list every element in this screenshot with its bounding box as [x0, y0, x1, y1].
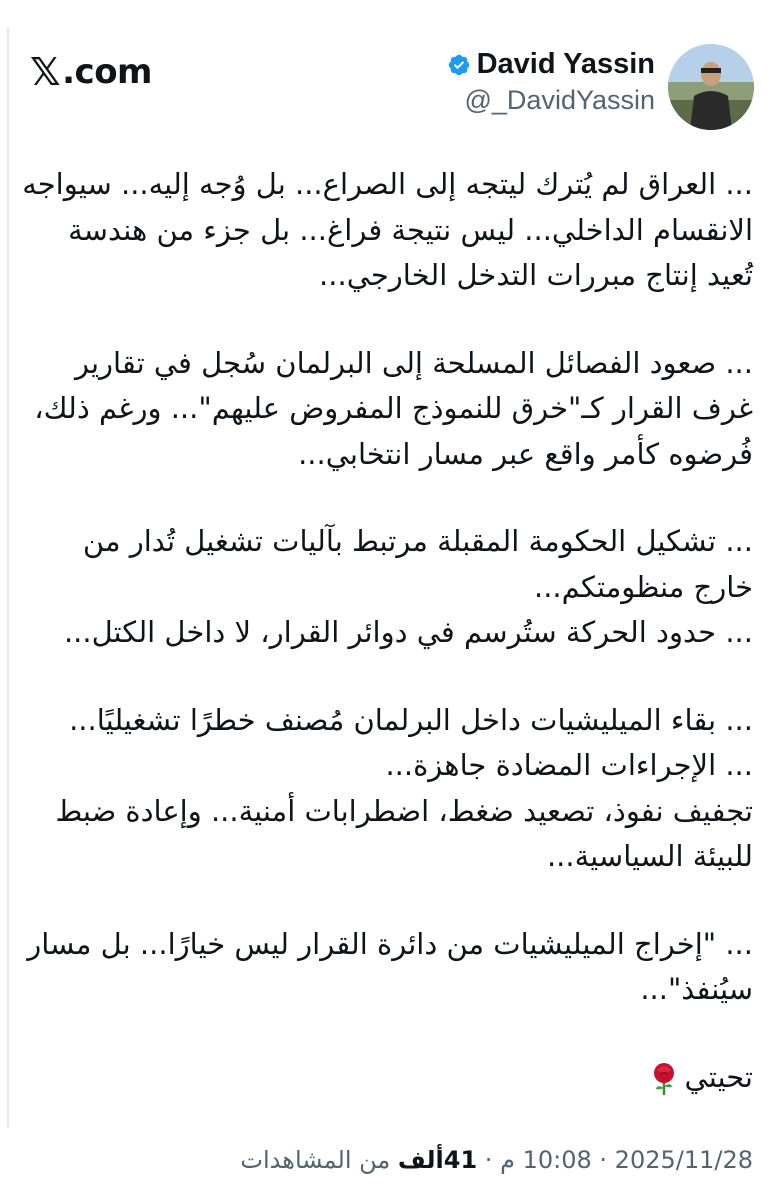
tweet-text [18, 162, 753, 1100]
x-icon: 𝕏 [30, 50, 61, 94]
views-label: من المشاهدات [240, 1146, 391, 1174]
author-name[interactable]: David Yassin [476, 48, 655, 80]
meta-separator-1: · [599, 1146, 608, 1174]
x-logo [30, 50, 152, 94]
verified-badge-icon [447, 53, 471, 77]
tweet-paragraph-2: ... صعود الفصائل المسلحة إلى البرلمان سُجل في تقارير غرف القرار كـ"خرق للنموذج المفروض عليهم"... ورغم ذلك، فُرضوه كأمر واقع عبر مسار انتخابي... [34, 345, 753, 471]
scroll-indicator [7, 28, 9, 1128]
tweet-paragraph-3: ... تشكيل الحكومة المقبلة مرتبط بآليات تشغيل تُدار من خارج منظومتكم... ... حدود الحركة ستُرسم في دوائر القرار، لا داخل الكتل... [63, 524, 753, 649]
tweet-closing-text: تحيتي [684, 1059, 753, 1094]
author-name-row [447, 48, 655, 81]
tweet-paragraph-1: ... العراق لم يُترك ليتجه إلى الصراع... بل وُجه إليه... سيواجه الانقسام الداخلي... ليس نتيجة فراغ... بل جزء من هندسة تُعيد إنتاج مبررات التدخل الخارجي... [22, 167, 753, 292]
avatar[interactable] [668, 44, 754, 130]
logo-domain-text: .com [62, 52, 152, 92]
tweet-paragraph-5: ... "إخراج الميليشيات من دائرة القرار ليس خيارًا... بل مسار سيُنفذ"... [27, 926, 753, 1006]
rose-icon [649, 1062, 679, 1096]
meta-separator-2: · [484, 1146, 493, 1174]
author-block[interactable] [447, 48, 655, 116]
author-handle[interactable]: @_DavidYassin [464, 85, 655, 115]
views-count[interactable]: 41ألف [397, 1146, 478, 1174]
tweet-meta [240, 1146, 753, 1174]
tweet-closing [18, 1055, 753, 1101]
tweet-date: 2025/11/28 [614, 1146, 753, 1174]
tweet-paragraph-4: ... بقاء الميليشيات داخل البرلمان مُصنف خطرًا تشغيليًا... ... الإجراءات المضادة جاهزة... تجفيف نفوذ، تصعيد ضغط، اضطرابات أمنية... وإعادة ضبط للبيئة السياسية... [55, 702, 753, 873]
tweet-time: 10:08 م [500, 1146, 592, 1174]
